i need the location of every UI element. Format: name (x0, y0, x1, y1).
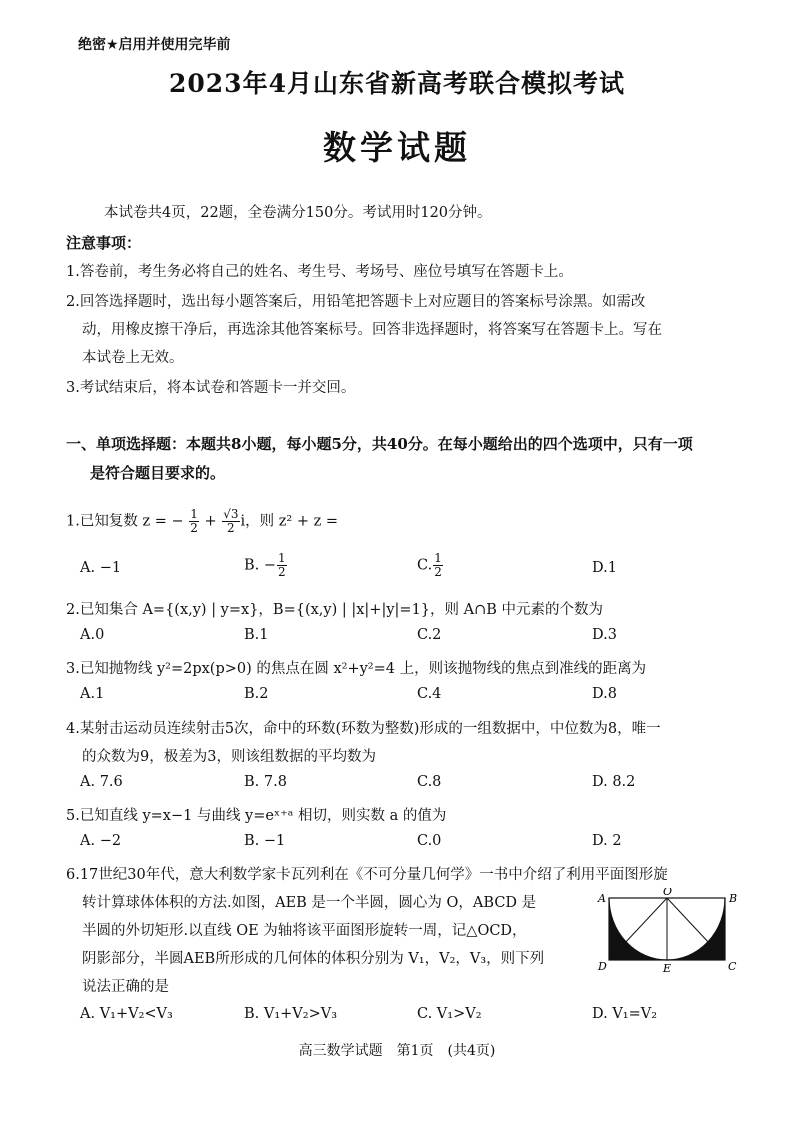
exam-title: 2023年4月山东省新高考联合模拟考试 (169, 69, 625, 98)
q1-number: 1. (66, 513, 80, 530)
question-2: 2.已知集合 A={(x,y) | y=x}，B={(x,y) | |x|+|y|=1}，则 A∩B 中元素的个数为 (66, 602, 604, 618)
q5-option-a: A. −2 (80, 833, 122, 849)
notice-item: 本试卷上无效。 (82, 350, 184, 366)
notice-item: 3.考试结束后，将本试卷和答题卡一并交回。 (66, 380, 356, 396)
q3-option-c: C.4 (417, 686, 442, 702)
question-1: 1.已知复数 z = − $\frac{1}{2}$ + $\frac{√3}{2}$ i，则 z² + z = (66, 507, 338, 535)
q2-option-d: D.3 (592, 627, 617, 643)
q1-option-c: C. $\frac{1}{2}$ (417, 551, 442, 579)
q2-option-a: A.0 (80, 627, 105, 643)
q3-option-a: A.1 (80, 686, 105, 702)
label-a: A (598, 892, 606, 905)
question-5: 5.已知直线 y=x−1 与曲线 y=eˣ⁺ᵃ 相切，则实数 a 的值为 (66, 808, 447, 824)
notice-item: 动，用橡皮擦干净后，再选涂其他答案标号。回答非选择题时，将答案写在答题卡上。写在 (82, 322, 662, 338)
question-4: 4.某射击运动员连续射击5次，命中的环数(环数为整数)形成的一组数据中，中位数为8，唯一 (66, 721, 661, 737)
q5-option-b: B. −1 (244, 833, 286, 849)
question-3: 3.已知抛物线 y²=2px(p>0) 的焦点在圆 x²+y²=4 上，则该抛物线的焦点到准线的距离为 (66, 661, 647, 677)
question-6-cont: 转计算球体体积的方法.如图，AEB 是一个半圆，圆心为 O，ABCD 是 (82, 895, 537, 911)
question-4-cont: 的众数为9，极差为3，则该组数据的平均数为 (82, 749, 376, 765)
q1-option-a: A. −1 (80, 560, 122, 576)
q6-option-c: C. V₁>V₂ (417, 1006, 482, 1022)
q5-option-c: C.0 (417, 833, 442, 849)
label-c: C (728, 960, 737, 973)
q4-option-a: A. 7.6 (80, 774, 123, 790)
q1-text-b: ，则 z² + z = (245, 513, 338, 530)
q3-option-d: D.8 (592, 686, 617, 702)
q1-fraction-1: $\frac{1}{2}$ (190, 507, 198, 535)
q1-text-a: 已知复数 z = − (79, 513, 184, 530)
section-heading-cont: 是符合题目要求的。 (90, 464, 226, 482)
notice-item: 1.答卷前，考生务必将自己的姓名、考生号、考场号、座位号填写在答题卡上。 (66, 264, 573, 280)
page-footer: 高三数学试题 第1页 (共4页) (298, 1043, 496, 1059)
notice-item: 2.回答选择题时，选出每小题答案后，用铅笔把答题卡上对应题目的答案标号涂黑。如需改 (66, 294, 646, 310)
q2-option-c: C.2 (417, 627, 442, 643)
label-d: D (598, 960, 607, 973)
question-6-cont: 说法正确的是 (82, 979, 169, 995)
section-heading: 一、单项选择题：本题共8小题，每小题5分，共40分。在每小题给出的四个选项中，只有一项 (66, 435, 693, 453)
q6-option-a: A. V₁+V₂<V₃ (80, 1006, 173, 1022)
q3-option-b: B.2 (244, 686, 269, 702)
q1-option-d: D.1 (592, 560, 617, 576)
question-6: 6.17世纪30年代，意大利数学家卡瓦列利在《不可分量几何学》一书中介绍了利用平面图形旋 (66, 867, 668, 883)
label-o: O (663, 888, 673, 898)
question-6-cont: 半圆的外切矩形.以直线 OE 为轴将该平面图形旋转一周，记△OCD， (82, 923, 527, 939)
q6-option-b: B. V₁+V₂>V₃ (244, 1006, 338, 1022)
q6-option-d: D. V₁=V₂ (592, 1006, 658, 1022)
q4-option-c: C.8 (417, 774, 442, 790)
question-6-cont: 阴影部分，半圆AEB所形成的几何体的体积分别为 V₁，V₂，V₃，则下列 (82, 951, 545, 967)
q5-option-d: D. 2 (592, 833, 622, 849)
subject-title: 数学试题 (323, 128, 471, 167)
semicircle-rectangle-figure (594, 888, 744, 976)
exam-intro: 本试卷共4页，22题，全卷满分150分。考试用时120分钟。 (104, 205, 492, 221)
confidential-notice: 绝密★启用并使用完毕前 (78, 37, 231, 53)
label-e: E (663, 962, 672, 975)
q4-option-b: B. 7.8 (244, 774, 287, 790)
notice-heading: 注意事项： (66, 234, 142, 252)
label-b: B (729, 892, 738, 905)
q1-option-b: B. − $\frac{1}{2}$ (244, 551, 286, 579)
q2-option-b: B.1 (244, 627, 269, 643)
q4-option-d: D. 8.2 (592, 774, 636, 790)
q1-fraction-2: $\frac{√3}{2}$ (223, 507, 239, 535)
